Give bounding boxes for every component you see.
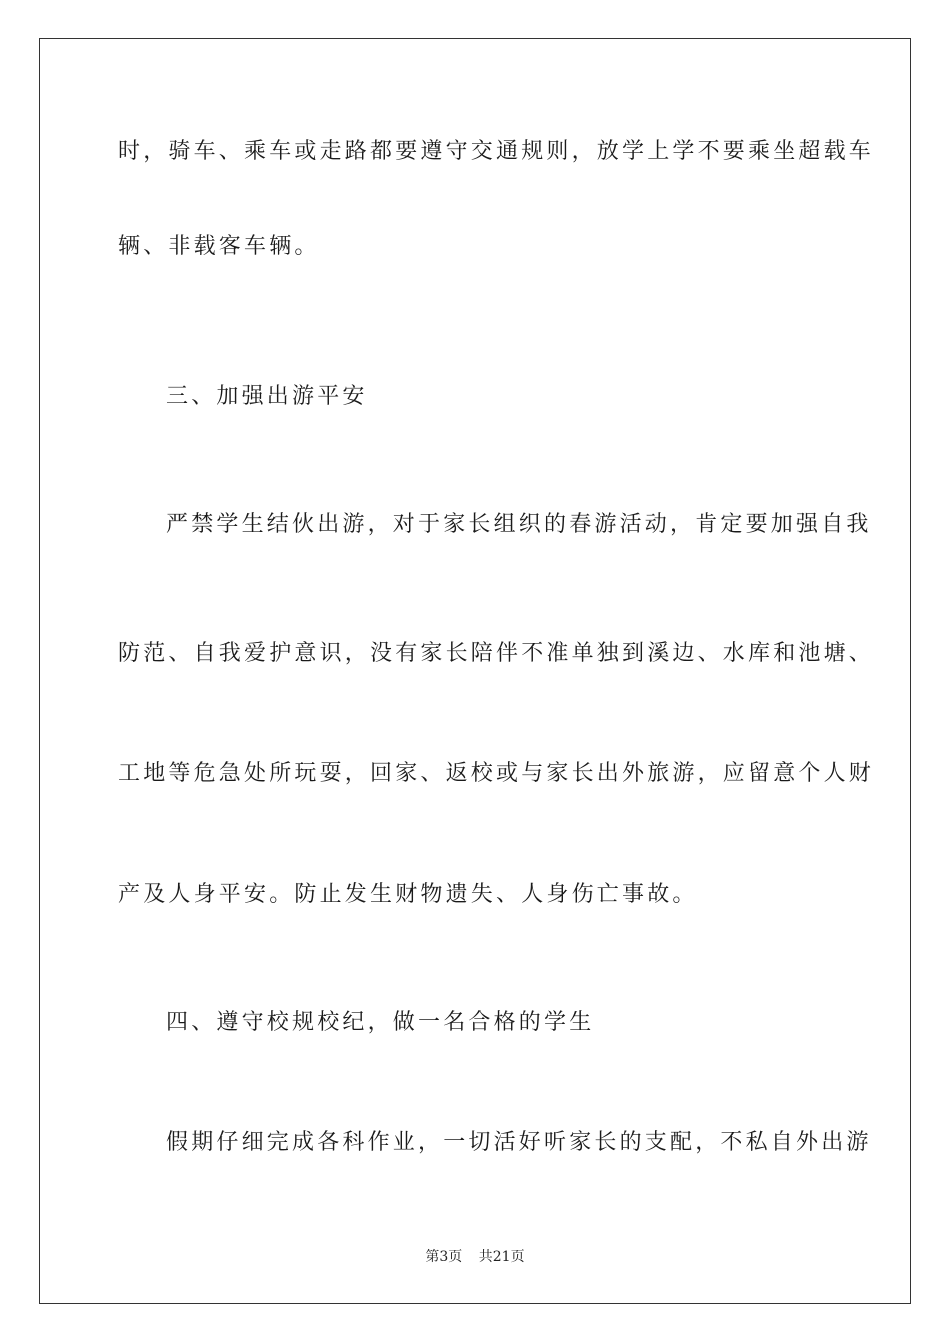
page-number: 第3页 — [425, 1249, 463, 1265]
page-footer — [0, 1247, 950, 1267]
page-total: 共21页 — [478, 1249, 525, 1265]
body-line-2: 辆、非载客车辆。 — [118, 234, 320, 259]
body-line-4: 严禁学生结伙出游，对于家长组织的春游活动，肯定要加强自我 — [166, 512, 872, 537]
section-heading-4: 四、遵守校规校纪，做一名合格的学生 — [166, 1010, 595, 1035]
section-heading-3: 三、加强出游平安 — [166, 384, 368, 409]
body-line-7: 产及人身平安。防止发生财物遗失、人身伤亡事故。 — [118, 882, 698, 907]
page-frame — [39, 38, 911, 1304]
body-line-9: 假期仔细完成各科作业，一切活好听家长的支配，不私自外出游 — [166, 1130, 872, 1155]
body-line-5: 防范、自我爱护意识，没有家长陪伴不准单独到溪边、水库和池塘、 — [118, 641, 875, 666]
body-line-6: 工地等危急处所玩耍，回家、返校或与家长出外旅游，应留意个人财 — [118, 761, 875, 786]
body-line-1: 时，骑车、乘车或走路都要遵守交通规则，放学上学不要乘坐超载车 — [118, 139, 875, 164]
